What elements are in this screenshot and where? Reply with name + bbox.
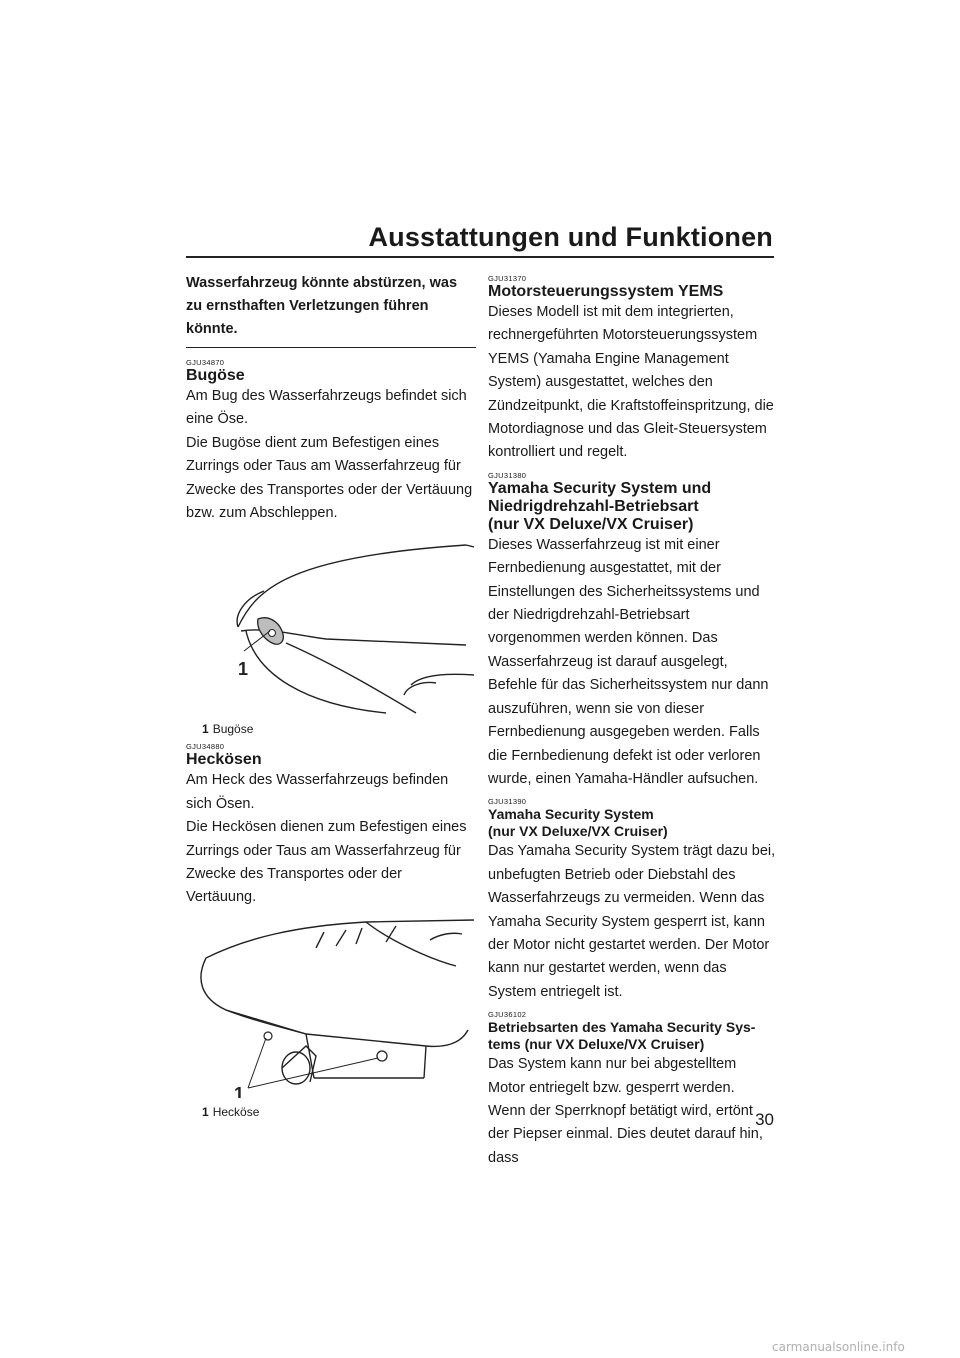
title-rule: [186, 256, 774, 258]
section-heading: Motorsteuerungssystem YEMS: [488, 283, 724, 300]
section-yss: [488, 797, 776, 1004]
section-heading: Heckösen: [186, 751, 262, 769]
figure-caption: [186, 1105, 474, 1119]
section-yems: [488, 274, 776, 465]
left-column: [186, 268, 476, 1119]
warning-divider: [186, 347, 476, 348]
watermark: carmanualsonline.info: [772, 1340, 905, 1354]
paragraph: Das System kann nur bei abgestelltem Motor entriegelt bzw. gesperrt werden.: [488, 1056, 737, 1096]
caption-number: 1: [202, 1104, 209, 1119]
paragraph: Das Yamaha Security System trägt dazu bei, unbefugten Betrieb oder Diebstahl des Wasserfahrzeugs zu vermeiden. Wenn das Yamaha Security System gesperrt ist, kann der Motor nicht gestartet werden. Der Motor kann nur gestartet werden, wenn das System entriegelt ist.: [488, 843, 776, 1000]
section-heckoesen: [186, 742, 476, 1118]
heading-line: Niedrigdrehzahl-Betriebsart: [488, 497, 699, 515]
caption-text: Hecköse: [212, 1104, 260, 1119]
page-number: 30: [755, 1110, 774, 1129]
section-code: GJU34870: [186, 358, 225, 367]
bow-eye-figure: [186, 535, 474, 736]
heading-line: (nur VX Deluxe/VX Cruiser): [488, 823, 668, 840]
section-modes: [488, 1010, 776, 1170]
paragraph: Am Heck des Wasserfahrzeugs befinden sich Ösen.: [186, 772, 449, 812]
heading-line: Yamaha Security System und: [488, 479, 712, 497]
stern-eye-figure: [186, 918, 474, 1119]
paragraph: Die Heckösen dienen zum Befestigen eines Zurrings oder Taus am Wasserfahrzeug für Zwecke des Transportes oder der Vertäuung.: [186, 819, 467, 906]
figure-callout: 1: [234, 1083, 245, 1098]
section-code: GJU34880: [186, 742, 225, 752]
heading-line: Betriebsarten des Yamaha Security Sys-: [488, 1019, 756, 1036]
section-code: GJU31370: [488, 274, 527, 283]
section-code: GJU31380: [488, 470, 527, 480]
warning-text: Wasserfahrzeug könnte abstürzen, was zu ernsthaften Verletzungen führen könnte.: [186, 275, 458, 337]
section-heading: [488, 1019, 776, 1053]
stern-eye-illustration: [186, 918, 474, 1098]
section-heading: [488, 806, 776, 840]
bow-eye-illustration: [186, 535, 474, 715]
paragraph: Am Bug des Wasserfahrzeugs befindet sich eine Öse.: [186, 388, 467, 428]
figure-callout: 1: [238, 659, 249, 680]
page-title: Ausstattungen und Funktionen: [368, 222, 773, 252]
heading-line: tems (nur VX Deluxe/VX Cruiser): [488, 1036, 705, 1053]
paragraph: Die Bugöse dient zum Befestigen eines Zurrings oder Taus am Wasserfahrzeug für Zwecke des Transportes oder der Vertäuung bzw. zum Abschleppen.: [186, 434, 473, 522]
right-column: [488, 268, 776, 1170]
section-heading: Bugöse: [186, 367, 245, 384]
section-heading: [488, 480, 776, 534]
paragraph: Dieses Wasserfahrzeug ist mit einer Fernbedienung ausgestattet, mit der Einstellungen des Sicherheitssystems und der Niedrigdrehzahl-Betriebsart vorgenommen werden können. Das Wasserfahrzeug ist darauf ausgelegt, Befehle für das Sicherheitssystem nur dann auszuführen, wenn sie von dieser Fernbedienung ausgegeben werden. Falls die Fernbedienung defekt ist oder verloren wurde, einen Yamaha-Händler aufsuchen.: [488, 536, 769, 787]
section-security: [488, 471, 776, 791]
paragraph: Dieses Modell ist mit dem integrierten, rechnergeführten Motorsteuerungssystem YEMS (Yamaha Engine Management System) ausgestattet, welches den Zündzeitpunkt, die Kraftstoffeinspritzung, die Motordiagnose und das Gleit-Steuersystem kontrolliert und regelt.: [488, 304, 774, 461]
caption-number: 1: [202, 722, 209, 737]
section-code: GJU36102: [488, 1010, 527, 1020]
heading-line: Yamaha Security System: [488, 806, 654, 823]
section-bugoese: [186, 358, 476, 736]
figure-caption: [186, 722, 474, 736]
heading-line: (nur VX Deluxe/VX Cruiser): [488, 515, 694, 533]
section-code: GJU31390: [488, 797, 527, 807]
paragraph: Wenn der Sperrknopf betätigt wird, ertönt der Piepser einmal. Dies deutet darauf hin, dass: [488, 1102, 763, 1166]
caption-text: Bugöse: [212, 722, 254, 737]
